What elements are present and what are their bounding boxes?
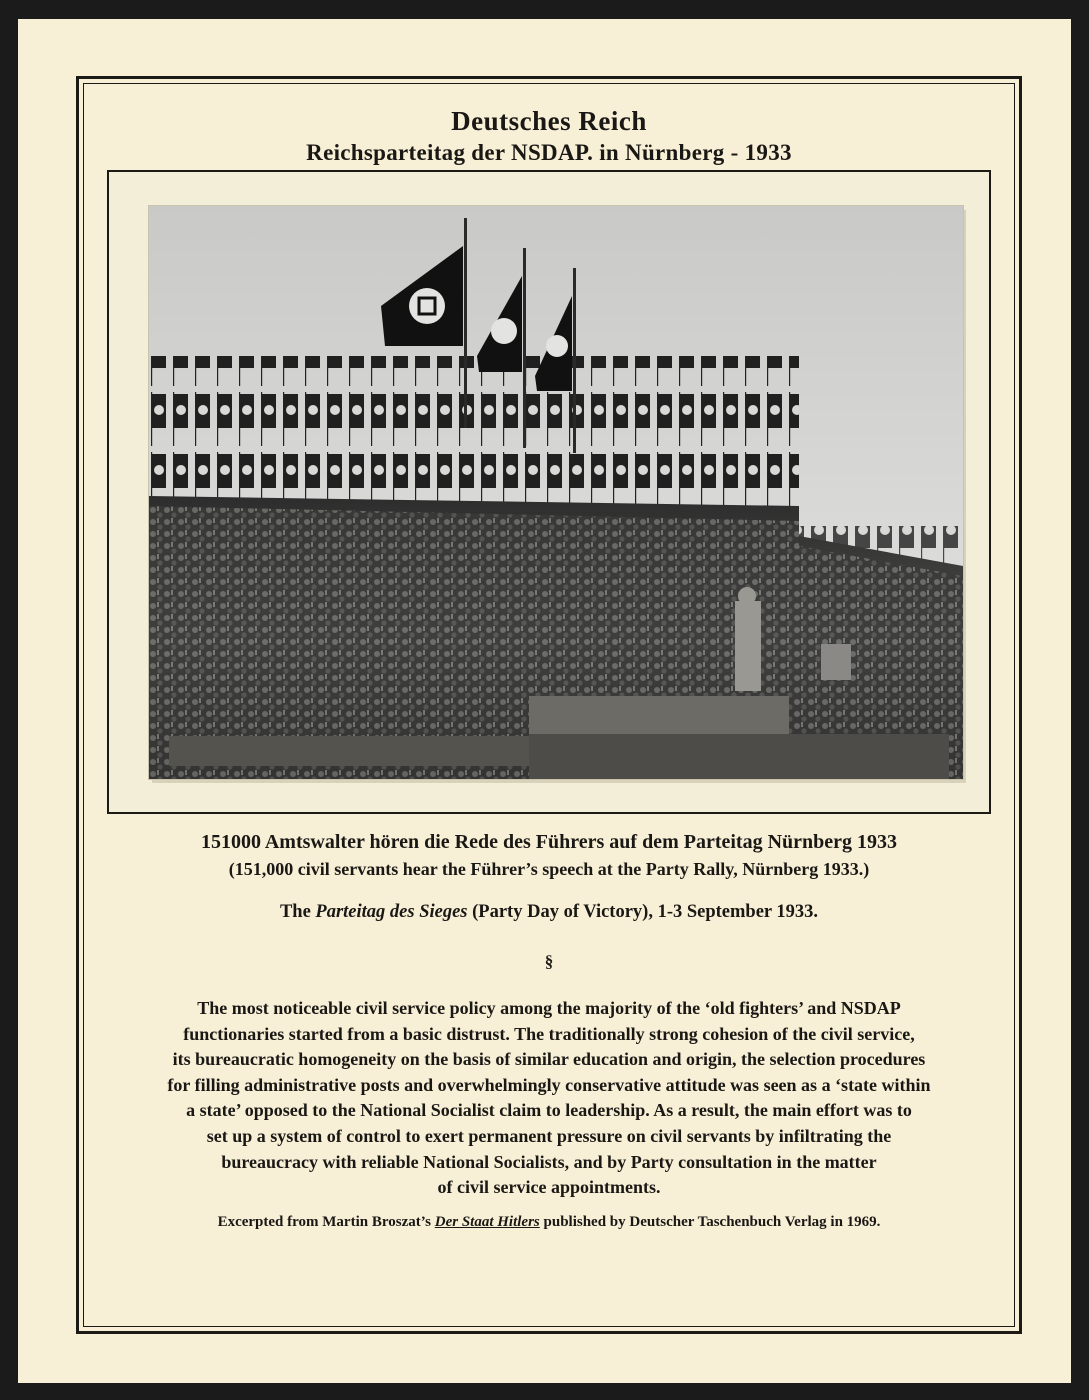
credit-prefix: Excerpted from Martin Broszat’s: [217, 1214, 431, 1230]
body-line: The most noticeable civil service policy among the majority of the ‘old fighters’ and NSDAP: [197, 998, 901, 1018]
page-title: Deutsches Reich: [451, 106, 647, 136]
rally-photo-illustration: [149, 206, 963, 779]
body-line: its bureaucratic homogeneity on the basis of similar education and origin, the selection procedures: [172, 1049, 926, 1070]
page-subtitle: Reichsparteitag der NSDAP. in Nürnberg - 1933: [306, 140, 792, 165]
credit-book-title: Der Staat Hitlers: [434, 1214, 540, 1230]
event-suffix: (Party Day of Victory), 1-3 September 1933.: [472, 902, 819, 922]
body-line: set up a system of control to exert permanent pressure on civil servants by infiltrating the: [206, 1125, 892, 1146]
photo-caption-english: (151,000 civil servants hear the Führer’s speech at the Party Rally, Nürnberg 1933.): [228, 859, 870, 879]
album-page: [18, 19, 1071, 1383]
section-mark: §: [544, 952, 554, 971]
body-line: a state’ opposed to the National Socialist claim to leadership. As a result, the main effort was to: [186, 1100, 912, 1121]
event-line: [84, 902, 1014, 923]
source-credit: [84, 1214, 1014, 1231]
body-line: functionaries started from a basic distrust. The traditionally strong cohesion of the civil service,: [183, 1023, 915, 1044]
body-line: bureaucracy with reliable National Socialists, and by Party consultation in the matter: [221, 1151, 877, 1172]
rally-photograph: [149, 206, 963, 779]
photo-caption-german: 151000 Amtswalter hören die Rede des Führers auf dem Parteitag Nürnberg 1933: [200, 831, 898, 853]
body-paragraph: [100, 996, 998, 1201]
event-name-italic: Parteitag des Sieges: [315, 902, 468, 922]
body-line: of civil service appointments.: [437, 1177, 661, 1198]
body-line: for filling administrative posts and overwhelmingly conservative attitude was seen as a ‘state within: [167, 1074, 931, 1095]
event-prefix: The: [279, 902, 311, 922]
credit-suffix: published by Deutscher Taschenbuch Verlag in 1969.: [543, 1214, 881, 1230]
photo-mount: [107, 170, 991, 814]
page-border: [76, 76, 1022, 1334]
page-border-inner: [83, 83, 1015, 1327]
